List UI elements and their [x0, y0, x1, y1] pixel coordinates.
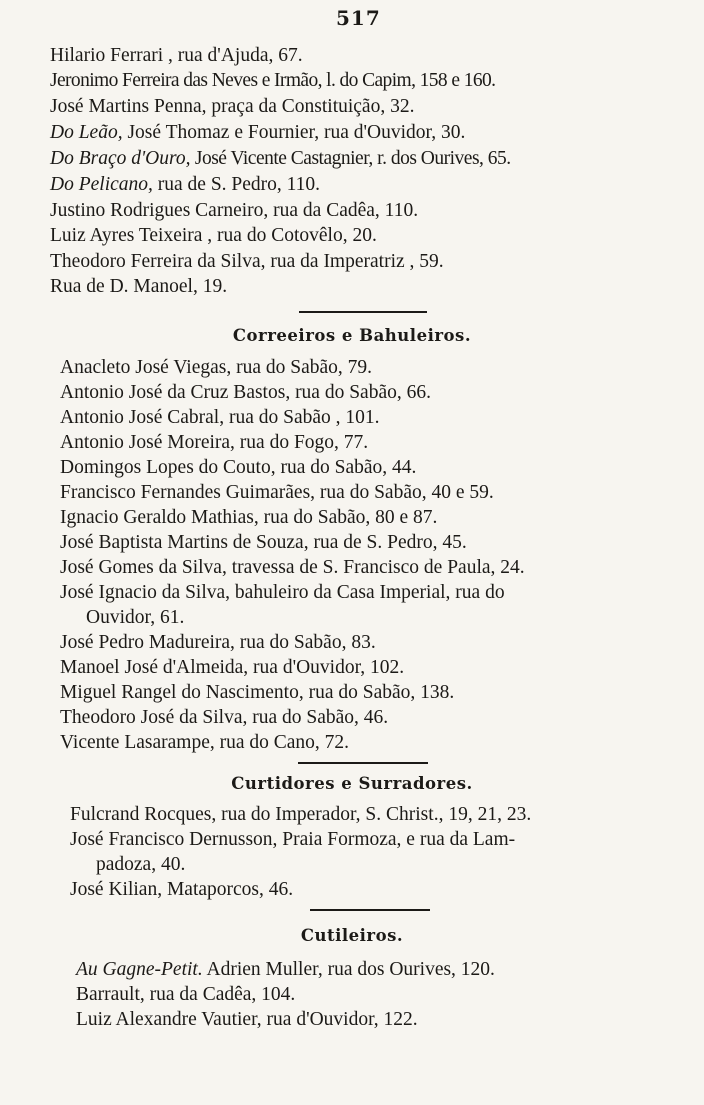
section-divider [310, 909, 430, 911]
list-item: Luiz Alexandre Vautier, rua d'Ouvidor, 122. [76, 1009, 418, 1030]
list-item: Do Leão, José Thomaz e Fournier, rua d'Ouvidor, 30. [50, 122, 466, 143]
list-item: Theodoro Ferreira da Silva, rua da Imperatriz , 59. [50, 251, 444, 272]
list-item: José Baptista Martins de Souza, rua de S. Pedro, 45. [60, 532, 467, 553]
list-item: José Pedro Madureira, rua do Sabão, 83. [60, 632, 376, 653]
list-item: Domingos Lopes do Couto, rua do Sabão, 44. [60, 457, 417, 478]
list-item: José Martins Penna, praça da Constituição, 32. [50, 96, 415, 117]
list-item: Luiz Ayres Teixeira , rua do Cotovêlo, 20. [50, 225, 377, 246]
list-item: José Francisco Dernusson, Praia Formoza, e rua da Lam- [70, 829, 516, 850]
list-item: Ignacio Geraldo Mathias, rua do Sabão, 80 e 87. [60, 507, 438, 528]
list-item: Theodoro José da Silva, rua do Sabão, 46. [60, 707, 389, 728]
section-heading: Cutileiros. [300, 926, 404, 945]
section-divider [298, 762, 428, 764]
section-divider [299, 311, 427, 313]
list-item: Vicente Lasarampe, rua do Cano, 72. [60, 732, 350, 753]
list-item: Anacleto José Viegas, rua do Sabão, 79. [60, 357, 373, 378]
list-item: Justino Rodrigues Carneiro, rua da Cadêa, 110. [50, 200, 419, 221]
list-item: Miguel Rangel do Nascimento, rua do Sabão, 138. [60, 682, 455, 703]
list-item-continuation: Ouvidor, 61. [86, 607, 185, 628]
list-item: Antonio José Cabral, rua do Sabão , 101. [60, 407, 380, 428]
list-item: Francisco Fernandes Guimarães, rua do Sabão, 40 e 59. [60, 482, 494, 503]
list-item-continuation: padoza, 40. [96, 854, 186, 875]
page-number: 517 [336, 6, 381, 30]
list-item: José Gomes da Silva, travessa de S. Francisco de Paula, 24. [60, 557, 525, 578]
list-item: José Kilian, Mataporcos, 46. [70, 879, 294, 900]
list-item: Do Pelicano, rua de S. Pedro, 110. [50, 174, 321, 195]
list-item: Au Gagne-Petit. Adrien Muller, rua dos Ourives, 120. [76, 959, 495, 980]
list-item: Antonio José Moreira, rua do Fogo, 77. [60, 432, 369, 453]
list-item: Jeronimo Ferreira das Neves e Irmão, l. do Capim, 158 e 160. [50, 70, 496, 91]
section-heading: Curtidores e Surradores. [231, 774, 473, 793]
section-heading: Correeiros e Bahuleiros. [232, 326, 472, 345]
list-item: José Ignacio da Silva, bahuleiro da Casa Imperial, rua do [60, 582, 505, 603]
list-item: Hilario Ferrari , rua d'Ajuda, 67. [50, 45, 303, 66]
list-item: Manoel José d'Almeida, rua d'Ouvidor, 102. [60, 657, 405, 678]
list-item: Fulcrand Rocques, rua do Imperador, S. Christ., 19, 21, 23. [70, 804, 532, 825]
list-item: Barrault, rua da Cadêa, 104. [76, 984, 296, 1005]
list-item: Antonio José da Cruz Bastos, rua do Sabão, 66. [60, 382, 431, 403]
list-item: Do Braço d'Ouro, José Vicente Castagnier, r. dos Ourives, 65. [50, 148, 511, 169]
list-item: Rua de D. Manoel, 19. [50, 276, 228, 297]
